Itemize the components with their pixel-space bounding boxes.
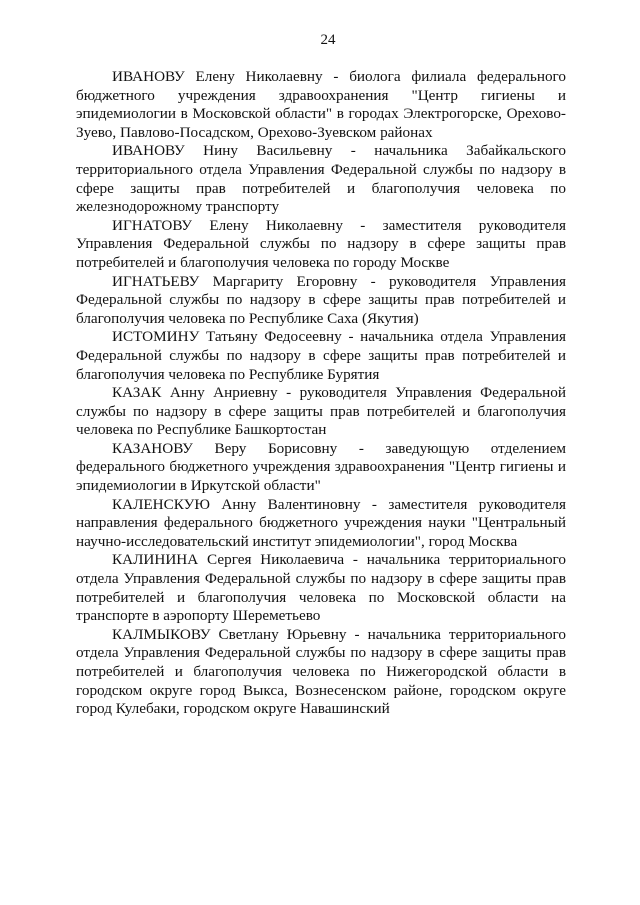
award-entry-kazak: КАЗАК Анну Анриевну - руководителя Управления Федеральной службы по надзору в сфере защиты прав потребителей и благополучия человека по Республике Башкортостан bbox=[76, 384, 566, 439]
award-entry-ivanova-elena: ИВАНОВУ Елену Николаевну - биолога филиала федерального бюджетного учреждения здравоохранения "Центр гигиены и эпидемиологии в Московской области" в городах Электрогорске, Орехово-Зуево, Павлово-Посадском, Орехово-Зуевском районах bbox=[76, 68, 566, 141]
award-entry-istomina: ИСТОМИНУ Татьяну Федосеевну - начальника отдела Управления Федеральной службы по надзору в сфере защиты прав потребителей и благополучия человека по Республике Бурятия bbox=[76, 328, 566, 383]
award-entry-kalenskaya: КАЛЕНСКУЮ Анну Валентиновну - заместителя руководителя направления федерального бюджетного учреждения науки "Центральный научно-исследовательский институт эпидемиологии", город Москва bbox=[76, 495, 566, 550]
document-page bbox=[76, 30, 566, 719]
award-entry-kalmykova: КАЛМЫКОВУ Светлану Юрьевну - начальника территориального отдела Управления Федеральной службы по надзору в сфере защиты прав потребителей и благополучия человека по Нижегородской области в городском округе город Выкса, Вознесенском районе, городском округе город Кулебаки, городском округе Навашинский bbox=[76, 625, 566, 718]
award-entry-ignatova: ИГНАТОВУ Елену Николаевну - заместителя руководителя Управления Федеральной службы по надзору в сфере защиты прав потребителей и благополучия человека по городу Москве bbox=[76, 216, 566, 271]
award-entry-ignatieva: ИГНАТЬЕВУ Маргариту Егоровну - руководителя Управления Федеральной службы по надзору в сфере защиты прав потребителей и благополучия человека по Республике Саха (Якутия) bbox=[76, 272, 566, 327]
award-entry-kalinin: КАЛИНИНА Сергея Николаевича - начальника территориального отдела Управления Федеральной службы по надзору в сфере защиты прав потребителей и благополучия человека по Московской области на транспорте в аэропорту Шереметьево bbox=[76, 551, 566, 625]
award-entry-kazanova: КАЗАНОВУ Веру Борисовну - заведующую отделением федерального бюджетного учреждения здравоохранения "Центр гигиены и эпидемиологии в Иркутской области" bbox=[76, 439, 566, 495]
page-number: 24 bbox=[320, 32, 336, 48]
award-entry-ivanova-nina: ИВАНОВУ Нину Васильевну - начальника Забайкальского территориального отдела Управления Федеральной службы по надзору в сфере защиты прав потребителей и благополучия человека по железнодорожному транспорту bbox=[76, 142, 566, 216]
